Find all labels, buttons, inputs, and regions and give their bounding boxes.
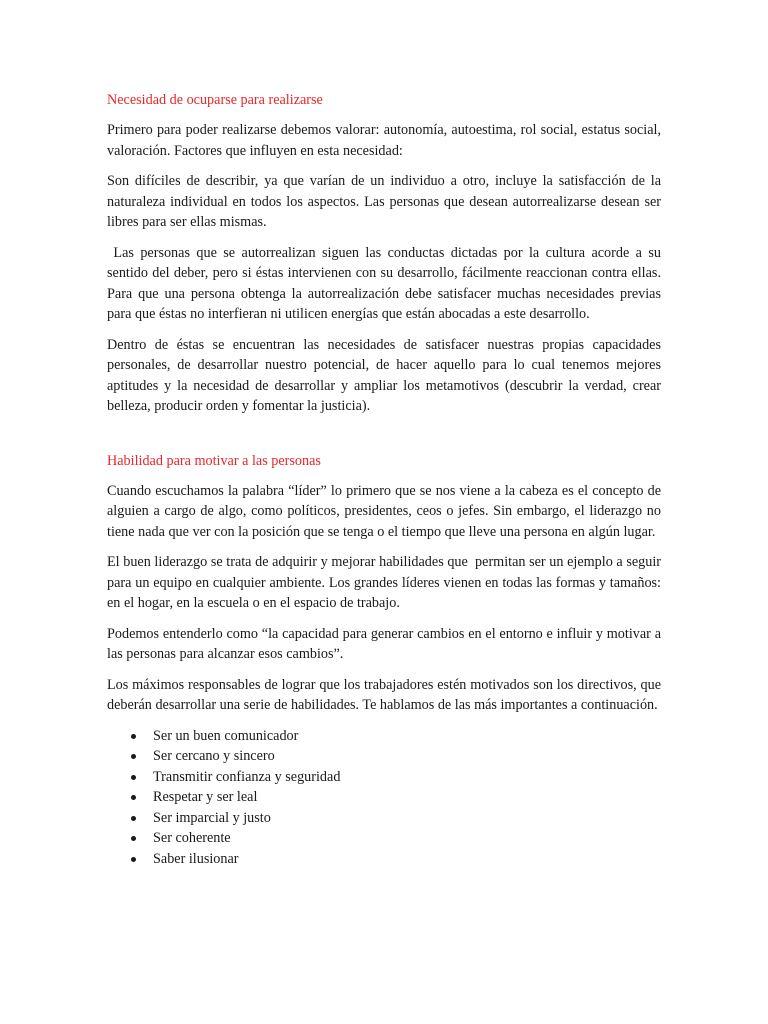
list-item-label: Respetar y ser leal (153, 789, 258, 805)
paragraph: Podemos entenderlo como “la capacidad para generar cambios en el entorno e influir y motivar a las personas para alcanzar esos cambios”. (107, 625, 661, 662)
bullet-icon (131, 795, 136, 800)
section-heading-necesidad: Necesidad de ocuparse para realizarse (107, 92, 323, 108)
paragraph: Dentro de éstas se encuentran las necesidades de satisfacer nuestras propias capacidades personales, de desarrollar nuestro potencial, de hacer aquello para lo cual tenemos mejores aptitudes y la necesidad de desarrollar y ampliar los metamotivos (descubrir la verdad, crear belleza, producir orden y fomentar la justicia). (107, 336, 661, 414)
list-item-label: Transmitir confianza y seguridad (153, 768, 341, 785)
list-item-label: Ser imparcial y justo (153, 809, 271, 826)
section-heading-habilidad: Habilidad para motivar a las personas (107, 452, 321, 469)
paragraph: Cuando escuchamos la palabra “líder” lo primero que se nos viene a la cabeza es el concepto de alguien a cargo de algo, como políticos, presidentes, ceos o jefes. Sin embargo, el liderazgo no tiene nada que ver con la posición que se tenga o el tiempo que lleve una persona en algún lugar. (107, 482, 661, 540)
paragraph: Son difíciles de describir, ya que varían de un individuo a otro, incluye la satisfacción de la naturaleza individual en todos los aspectos. Las personas que desean autorrealizarse desean ser libres para ser ellas mismas. (107, 173, 661, 230)
bullet-icon (131, 816, 136, 821)
list-item-label: Ser cercano y sincero (153, 748, 275, 764)
paragraph: Las personas que se autorrealizan siguen las conductas dictadas por la cultura acorde a su sentido del deber, pero si éstas intervienen con su desarrollo, fácilmente reaccionan contra ellas. Para que una persona obtenga la autorrealización debe satisfacer muchas necesidades previas para que éstas no interfieran ni utilicen energías que están abocadas a este desarrollo. (107, 244, 665, 322)
list-item (131, 808, 661, 829)
paragraph: Primero para poder realizarse debemos valorar: autonomía, autoestima, rol social, estatus social, valoración. Factores que influyen en esta necesidad: (107, 122, 661, 159)
list-item (131, 787, 661, 808)
bullet-icon (131, 857, 136, 862)
paragraph: El buen liderazgo se trata de adquirir y mejorar habilidades que permitan ser un ejemplo a seguir para un equipo en cualquier ambiente. Los grandes líderes vienen en todas las formas y tamaños: en el hogar, en la escuela o en el espacio de trabajo. (107, 554, 665, 611)
bullet-icon (131, 775, 136, 780)
list-item (131, 828, 661, 849)
bullet-icon (131, 734, 136, 739)
document-page (107, 90, 665, 869)
list-item (131, 767, 661, 788)
list-item-label: Ser un buen comunicador (153, 727, 299, 744)
list-item-label: Saber ilusionar (153, 850, 239, 867)
list-item (131, 726, 661, 747)
list-item (131, 746, 661, 767)
section-spacer (107, 427, 661, 451)
bullet-icon (131, 754, 136, 759)
list-item (131, 849, 661, 870)
list-item-label: Ser coherente (153, 830, 231, 846)
skills-list (107, 726, 661, 870)
bullet-icon (131, 836, 136, 841)
paragraph: Los máximos responsables de lograr que los trabajadores estén motivados son los directivos, que deberán desarrollar una serie de habilidades. Te hablamos de las más importantes a continuación. (107, 676, 661, 713)
